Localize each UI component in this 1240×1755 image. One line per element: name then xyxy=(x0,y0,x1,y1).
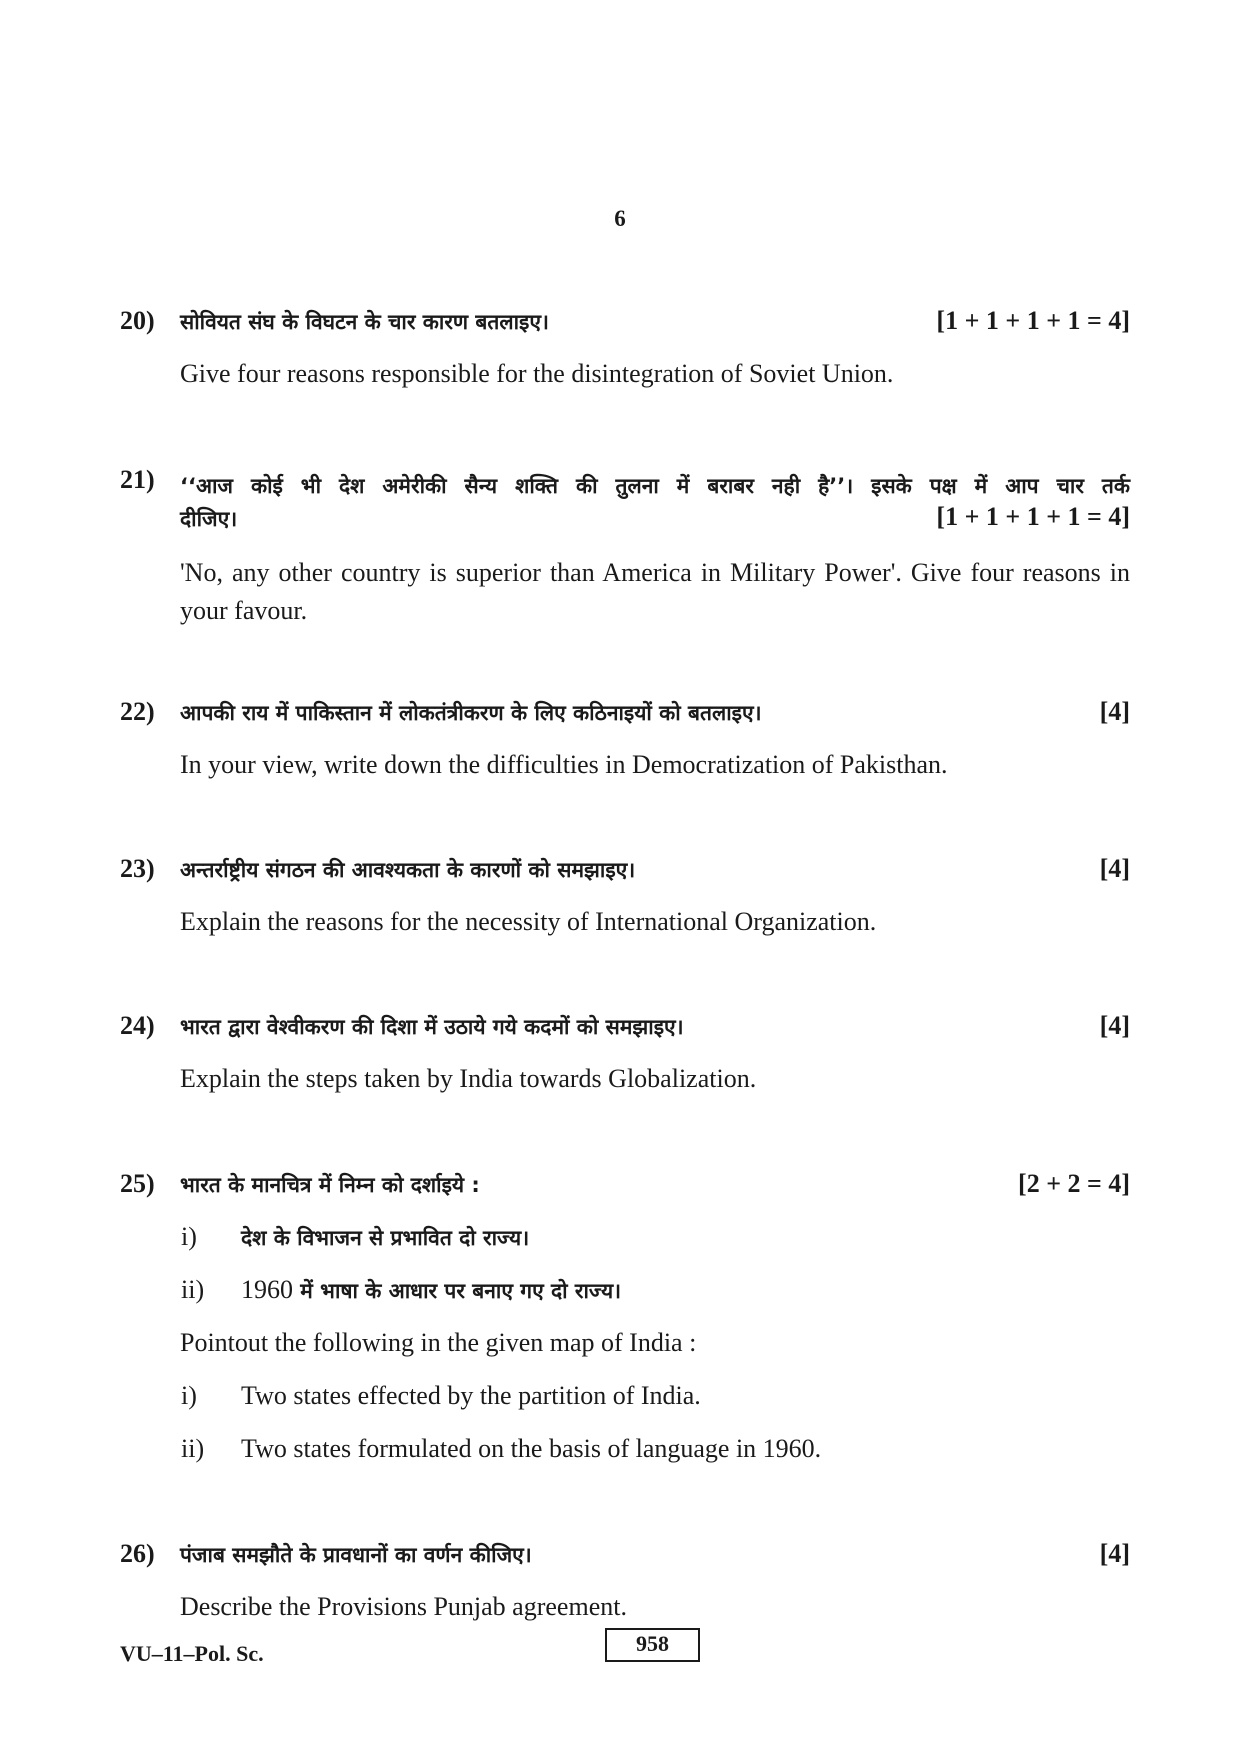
question-hindi-text: अन्तर्राष्ट्रीय संगठन की आवश्यकता के कारणों को समझाइए। xyxy=(180,858,636,882)
sub-item-label: ii) xyxy=(181,1275,205,1304)
question-hindi-text: भारत के मानचित्र में निम्न को दर्शाइये : xyxy=(180,1173,480,1197)
question-number: 22) xyxy=(120,697,155,726)
sub-item-hindi-text xyxy=(241,1275,621,1305)
sub-item-hindi-text: देश के विभाजन से प्रभावित दो राज्य। xyxy=(241,1226,530,1250)
question-number: 26) xyxy=(120,1539,155,1568)
question-marks: [4] xyxy=(1099,697,1130,726)
question-hindi-text: आपकी राय में पाकिस्तान में लोकतंत्रीकरण के लिए कठिनाइयों को बतलाइए। xyxy=(180,701,762,725)
question-number: 21) xyxy=(120,465,155,494)
question-english-text: Give four reasons responsible for the disintegration of Soviet Union. xyxy=(180,359,894,388)
question-marks: [4] xyxy=(1099,1539,1130,1568)
paper-code: VU–11–Pol. Sc. xyxy=(120,1641,264,1666)
sub-item-english-text: Two states formulated on the basis of language in 1960. xyxy=(241,1434,822,1463)
question-marks: [1 + 1 + 1 + 1 = 4] xyxy=(936,502,1130,531)
question-number: 24) xyxy=(120,1011,155,1040)
sub-item-year: 1960 xyxy=(241,1275,293,1304)
question-hindi-text: सोवियत संघ के विघटन के चार कारण बतलाइए। xyxy=(180,310,549,334)
question-english-text: Describe the Provisions Punjab agreement. xyxy=(180,1592,627,1621)
sub-item-english-text: Two states effected by the partition of India. xyxy=(241,1381,701,1410)
page-number: 6 xyxy=(614,206,626,231)
sub-item-label: i) xyxy=(181,1222,197,1251)
sub-item-label: i) xyxy=(181,1381,197,1410)
sub-item-hindi-rest: में भाषा के आधार पर बनाए गए दो राज्य। xyxy=(293,1279,622,1303)
question-english-text: 'No, any other country is superior than America in Military Power'. Give four reasons in your favour. xyxy=(180,558,1130,625)
question-number: 25) xyxy=(120,1169,155,1198)
question-number: 20) xyxy=(120,306,155,335)
question-marks: [1 + 1 + 1 + 1 = 4] xyxy=(936,306,1130,335)
paper-number-box: 958 xyxy=(605,1628,700,1662)
question-number: 23) xyxy=(120,854,155,883)
question-marks: [2 + 2 = 4] xyxy=(1018,1169,1130,1198)
question-marks: [4] xyxy=(1099,854,1130,883)
question-english-text: Explain the steps taken by India towards Globalization. xyxy=(180,1064,757,1093)
question-english-text: Explain the reasons for the necessity of International Organization. xyxy=(180,907,877,936)
question-hindi-text-continued: दीजिए। xyxy=(180,507,238,531)
question-english-text: Pointout the following in the given map of India : xyxy=(180,1328,697,1357)
question-hindi-text: ‘‘आज कोई भी देश अमेरीकी सैन्य शक्ति की तुलना में बराबर नही है’’। इसके पक्ष में आप चार तर्क xyxy=(180,474,1130,498)
question-english-text: In your view, write down the difficulties in Democratization of Pakisthan. xyxy=(180,750,948,779)
sub-item-label: ii) xyxy=(181,1434,205,1463)
question-marks: [4] xyxy=(1099,1011,1130,1040)
question-hindi-text: भारत द्वारा वेश्वीकरण की दिशा में उठाये गये कदमों को समझाइए। xyxy=(180,1015,684,1039)
question-hindi-text: पंजाब समझौते के प्रावधानों का वर्णन कीजिए। xyxy=(180,1543,532,1567)
